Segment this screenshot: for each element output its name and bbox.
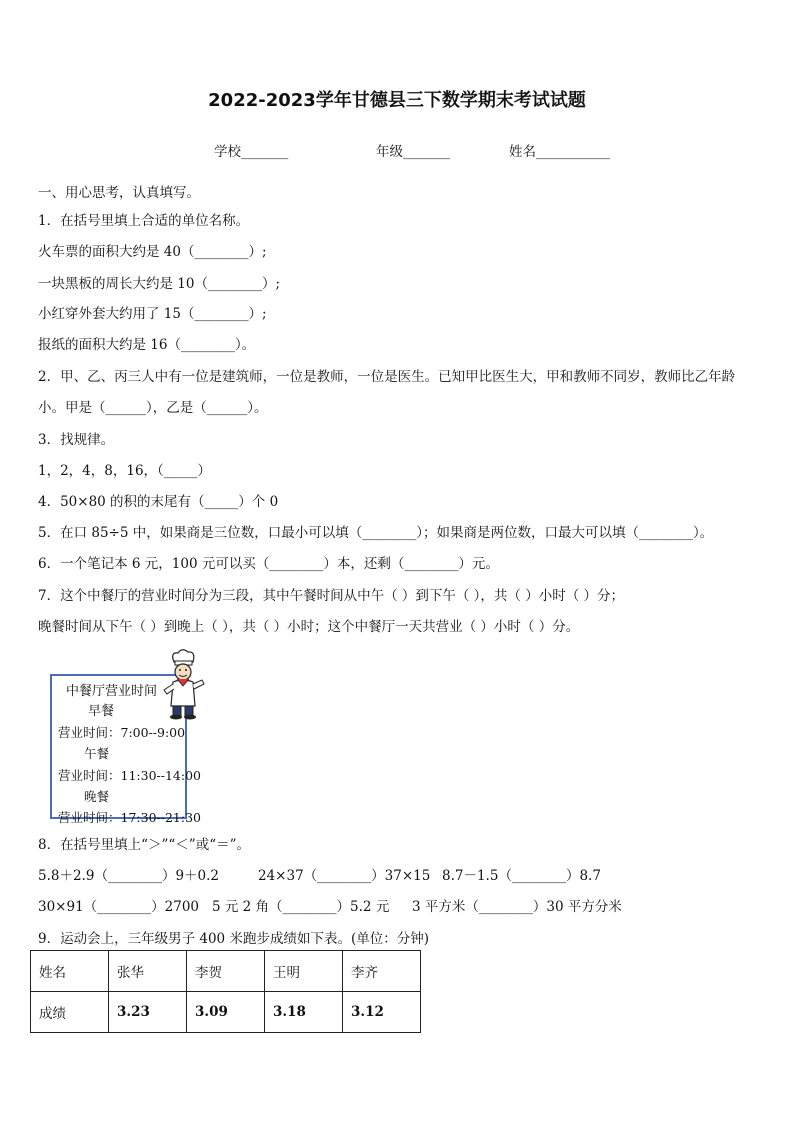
question-7-line1: 7．这个中餐厅的营业时间分为三段，其中午餐时间从中午（ ）到下午（ ），共（ ）小时（ ）分； xyxy=(38,588,625,604)
table-cell: 姓名 xyxy=(31,951,109,992)
menu-title: 中餐厅营业时间 xyxy=(66,684,158,699)
question-3-sequence: 1，2，4，8，16，（_____） xyxy=(38,463,212,479)
table-cell: 张华 xyxy=(109,951,187,992)
q8-item-6: 3 平方米（________）30 平方分米 xyxy=(412,899,622,915)
q8-item-4: 30×91（________）2700 xyxy=(38,899,200,915)
question-7-line2: 晚餐时间从下午（ ）到晚上（ ），共（ ）小时；这个中餐厅一天共营业（ ）小时（ ）分。 xyxy=(38,619,580,635)
table-cell: 李贺 xyxy=(187,951,265,992)
table-cell: 3.12 xyxy=(343,992,421,1033)
question-3-stem: 3．找规律。 xyxy=(38,432,115,448)
q8-item-3: 8.7－1.5（________）8.7 xyxy=(442,868,601,884)
table-cell: 成绩 xyxy=(31,992,109,1033)
question-9-stem: 9．运动会上，三年级男子 400 米跑步成绩如下表。(单位：分钟) xyxy=(38,931,429,947)
question-2-line1: 2．甲、乙、丙三人中有一位是建筑师，一位是教师，一位是医生。已知甲比医生大，甲和教师不同岁，教师比乙年龄 xyxy=(38,369,736,385)
question-5: 5．在口 85÷5 中，如果商是三位数，口最小可以填（________）；如果商是两位数，口最大可以填（________）。 xyxy=(38,525,714,541)
table-cell: 王明 xyxy=(265,951,343,992)
question-2-line2: 小。甲是（______），乙是（______）。 xyxy=(38,400,268,416)
question-1b: 一块黑板的周长大约是 10（________）; xyxy=(38,276,281,292)
menu-dinner-time: 营业时间：17:30--21:30 xyxy=(58,810,201,825)
school-field[interactable]: 学校_______ xyxy=(214,144,289,160)
scores-table xyxy=(30,950,421,1033)
q8-item-5: 5 元 2 角（________）5.2 元 xyxy=(212,899,390,915)
section-heading: 一、用心思考，认真填写。 xyxy=(38,185,200,201)
name-field[interactable]: 姓名___________ xyxy=(509,144,611,160)
table-cell: 3.23 xyxy=(109,992,187,1033)
table-row xyxy=(31,992,421,1033)
question-1d: 报纸的面积大约是 16（________）。 xyxy=(38,337,256,353)
grade-field[interactable]: 年级_______ xyxy=(376,144,451,160)
table-cell: 3.18 xyxy=(265,992,343,1033)
menu-dinner: 晚餐 xyxy=(84,789,110,804)
table-cell: 3.09 xyxy=(187,992,265,1033)
page-title: 2022-2023学年甘德县三下数学期末考试试题 xyxy=(208,90,586,111)
question-6: 6．一个笔记本 6 元，100 元可以买（________）本，还剩（________）元。 xyxy=(38,556,499,572)
menu-lunch: 午餐 xyxy=(84,746,110,761)
menu-lunch-time: 营业时间：11:30--14:00 xyxy=(58,768,201,783)
menu-breakfast-time: 营业时间：7:00--9:00 xyxy=(58,725,186,740)
q8-item-2: 24×37（________）37×15 xyxy=(258,868,431,884)
table-cell: 李齐 xyxy=(343,951,421,992)
table-header-row xyxy=(31,951,421,992)
question-4: 4．50×80 的积的末尾有（_____）个 0 xyxy=(38,494,279,510)
chef-icon xyxy=(160,648,206,720)
question-8-stem: 8．在括号里填上“＞”“＜”或“＝”。 xyxy=(38,837,250,853)
menu-breakfast: 早餐 xyxy=(88,704,115,719)
question-1a: 火车票的面积大约是 40（________）; xyxy=(38,244,267,260)
question-1-stem: 1．在括号里填上合适的单位名称。 xyxy=(38,213,250,229)
question-1c: 小红穿外套大约用了 15（________）; xyxy=(38,306,267,322)
q8-item-1: 5.8＋2.9（________）9＋0.2 xyxy=(38,868,219,884)
